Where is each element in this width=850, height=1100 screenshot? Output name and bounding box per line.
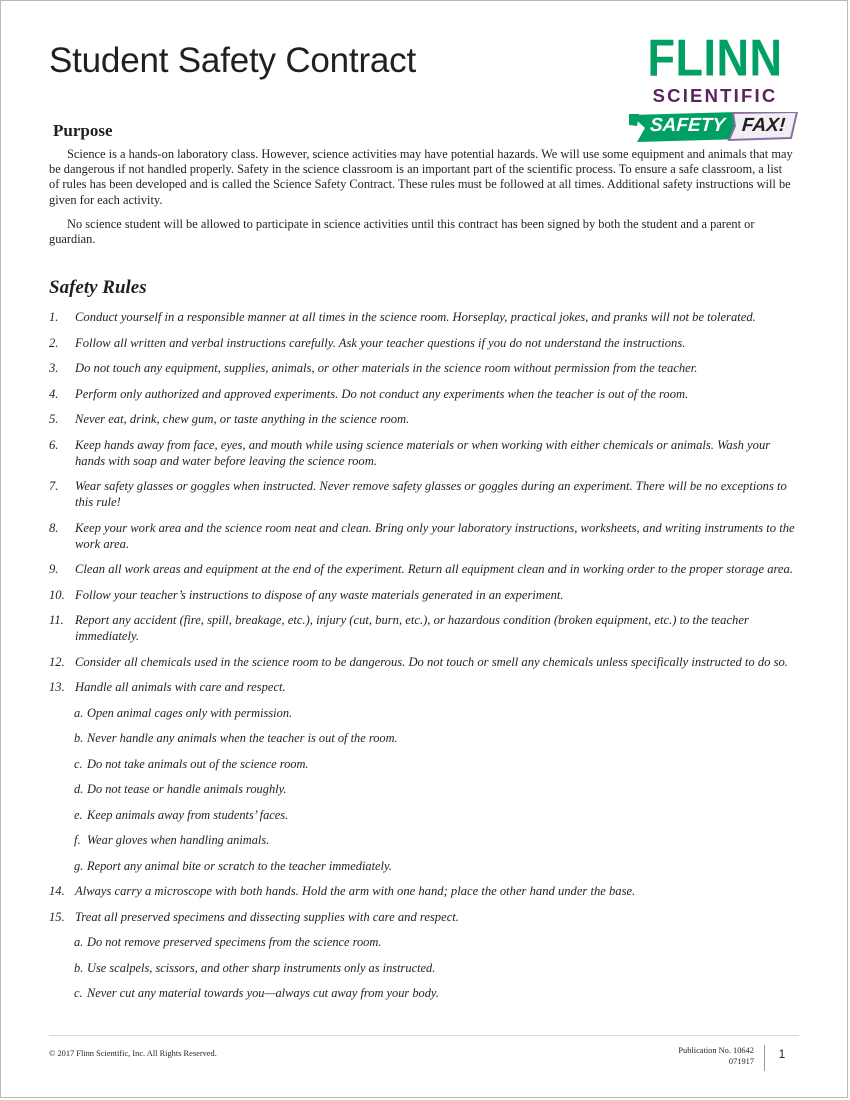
footer-right-group	[678, 1045, 799, 1071]
subrule-letter: c.	[74, 986, 83, 1001]
subrule-text: Use scalpels, scissors, and other sharp instruments only as instructed.	[87, 960, 436, 975]
rule-number: 7.	[49, 479, 59, 494]
subrule-item	[74, 781, 801, 797]
rule-item	[49, 612, 801, 644]
rule-item	[49, 335, 801, 351]
logo-banner-safety-text: SAFETY	[649, 115, 726, 137]
subrule-text: Do not tease or handle animals roughly.	[87, 782, 287, 797]
rule-text: Consider all chemicals used in the science room to be dangerous. Do not touch or smell any chemicals unless specifically instructed to do so.	[75, 654, 788, 669]
safety-rules-heading: Safety Rules	[49, 277, 147, 299]
rule-text: Always carry a microscope with both hands. Hold the arm with one hand; place the other hand under the base.	[75, 884, 636, 899]
rule-item	[49, 309, 801, 325]
rule-text: Wear safety glasses or goggles when instructed. Never remove safety glasses or goggles during an experiment. There will be no exceptions to this rule!	[75, 479, 787, 510]
purpose-paragraph: No science student will be allowed to participate in science activities until this contract has been signed by both the student and a parent or guardian.	[49, 216, 755, 247]
rule-item	[49, 654, 801, 670]
subrule-item	[74, 858, 801, 874]
rule-number: 6.	[49, 437, 59, 452]
subrule-letter: f.	[74, 833, 81, 848]
subrule-text: Never handle any animals when the teacher is out of the room.	[87, 731, 398, 746]
rule-text: Follow all written and verbal instructions carefully. Ask your teacher questions if you do not understand the instructions.	[75, 335, 686, 350]
subrule-item	[74, 756, 801, 772]
rule-number: 4.	[49, 386, 59, 401]
subrule-item	[74, 985, 801, 1001]
page-title: Student Safety Contract	[49, 41, 417, 80]
subrule-item	[74, 832, 801, 848]
subrule-item	[74, 705, 801, 721]
footer-publication-info	[678, 1045, 764, 1067]
rule-number: 2.	[49, 335, 59, 350]
rule-number: 15.	[49, 909, 65, 924]
footer-publication-date: 071917	[728, 1057, 754, 1066]
subrule-text: Open animal cages only with permission.	[87, 705, 293, 720]
rule-item	[49, 883, 801, 899]
rule-item	[49, 386, 801, 402]
subrule-item	[74, 807, 801, 823]
purpose-paragraph: Science is a hands-on laboratory class. However, science activities may have potential hazards. We will use some equipment and animals that may be dangerous if not handled properly. Safety in the science classroom is an important part of the scientific process. To ensure a safe classroom, a list of rules has been developed and is called the Science Safety Contract. These rules must be followed at all times. Additional safety instructions will be given for each activity.	[49, 147, 793, 207]
rule-text: Follow your teacher’s instructions to dispose of any waste materials generated in an experiment.	[75, 587, 564, 602]
rule-item	[49, 411, 801, 427]
subrule-letter: g.	[74, 858, 84, 873]
rule-number: 11.	[49, 613, 64, 628]
page-content	[49, 1, 801, 1097]
logo-brand-scientific: SCIENTIFIC	[652, 84, 778, 106]
rule-item	[49, 561, 801, 577]
rule-item	[49, 478, 801, 510]
logo-safety-fax-banner	[629, 112, 801, 142]
rule-text: Clean all work areas and equipment at the end of the experiment. Return all equipment clean and in working order to the proper storage area.	[75, 562, 793, 577]
flinn-scientific-safety-fax-logo	[629, 28, 801, 146]
subrule-letter: a.	[74, 935, 84, 950]
safety-rules-section	[49, 277, 801, 1001]
page-footer	[49, 1035, 799, 1069]
rule-item	[49, 437, 801, 469]
subrule-letter: b.	[74, 731, 84, 746]
subrule-item	[74, 934, 801, 950]
rule-text: Keep hands away from face, eyes, and mouth while using science materials or when working with either chemicals or animals. Wash your hands with soap and water before leaving the science room.	[75, 437, 771, 468]
rule-number: 9.	[49, 562, 59, 577]
footer-publication-number: Publication No. 10642	[678, 1046, 754, 1055]
subrule-text: Do not take animals out of the science room.	[87, 756, 309, 771]
footer-divider-line	[49, 1035, 799, 1036]
rule-item	[49, 679, 801, 695]
subrule-item	[74, 960, 801, 976]
subrule-letter: b.	[74, 960, 84, 975]
subrule-text: Wear gloves when handling animals.	[87, 833, 270, 848]
subrule-text: Never cut any material towards you—always cut away from your body.	[87, 986, 439, 1001]
rule-number: 5.	[49, 412, 59, 427]
rule-number: 8.	[49, 520, 59, 535]
purpose-heading: Purpose	[53, 121, 113, 140]
subrule-text: Do not remove preserved specimens from the science room.	[87, 935, 382, 950]
rule-text: Report any accident (fire, spill, breakage, etc.), injury (cut, burn, etc.), or hazardous condition (broken equipment, etc.) to the teacher immediately.	[75, 613, 749, 644]
rule-text: Do not touch any equipment, supplies, animals, or other materials in the science room without permission from the teacher.	[75, 361, 698, 376]
subrule-text: Report any animal bite or scratch to the teacher immediately.	[87, 858, 392, 873]
rule-number: 13.	[49, 680, 65, 695]
subrule-text: Keep animals away from students’ faces.	[87, 807, 289, 822]
rule-item	[49, 360, 801, 376]
rule-number: 12.	[49, 654, 65, 669]
rule-number: 14.	[49, 884, 65, 899]
subrule-letter: e.	[74, 807, 83, 822]
footer-copyright: © 2017 Flinn Scientific, Inc. All Rights Reserved.	[49, 1049, 217, 1058]
subrule-letter: c.	[74, 756, 83, 771]
rule-text: Conduct yourself in a responsible manner at all times in the science room. Horseplay, practical jokes, and pranks will not be tolerated.	[75, 310, 756, 325]
rule-text: Treat all preserved specimens and dissecting supplies with care and respect.	[75, 909, 459, 924]
subrule-letter: d.	[74, 782, 84, 797]
logo-banner-fax-text: FAX!	[741, 115, 787, 137]
rule-text: Perform only authorized and approved experiments. Do not conduct any experiments when the teacher is out of the room.	[75, 386, 689, 401]
rule-number: 3.	[49, 361, 59, 376]
rule-item	[49, 587, 801, 603]
rule-text: Handle all animals with care and respect.	[75, 680, 286, 695]
subrule-item	[74, 730, 801, 746]
logo-brand-flinn: FLINN	[647, 28, 783, 87]
rule-item	[49, 909, 801, 925]
rule-text: Keep your work area and the science room neat and clean. Bring only your laboratory instructions, worksheets, and writing instruments to the work area.	[75, 520, 795, 551]
subrule-letter: a.	[74, 705, 84, 720]
footer-page-number: 1	[778, 1047, 786, 1061]
rule-text: Never eat, drink, chew gum, or taste anything in the science room.	[75, 412, 410, 427]
rule-number: 10.	[49, 587, 65, 602]
rule-item	[49, 520, 801, 552]
rule-number: 1.	[49, 310, 59, 325]
